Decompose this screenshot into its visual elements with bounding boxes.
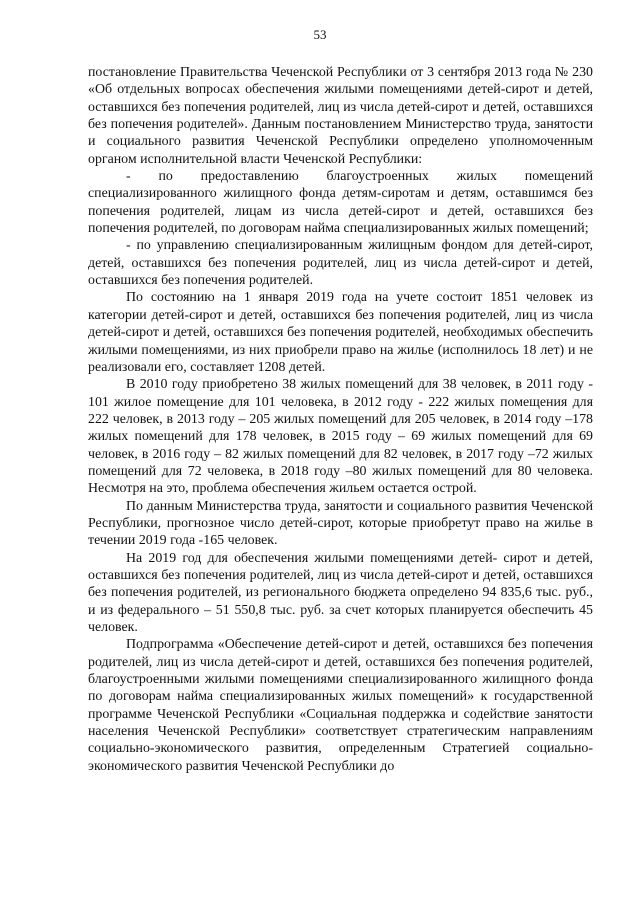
paragraph-decree-reference: постановление Правительства Чеченской Республики от 3 сентября 2013 года № 230 «Об отдельных вопросах обеспечения жилыми помещениями детей-сирот и детей, оставшихся без попечения родителей, лиц из числа детей-сирот и детей, оставшихся без попечения родителей». Данным постановлением Министерство труда, занятости и социального развития Чеченской Республики определено уполномоченным органом исполнительной власти Чеченской Республики:	[88, 65, 593, 167]
paragraph-budget-2019: На 2019 год для обеспечения жилыми помещениями детей- сирот и детей, оставшихся без попечения родителей, лиц из числа детей-сирот и детей, оставшихся без попечения родителей, из регионального бюджета определено 94 835,6 тыс. руб., и из федерального – 51 550,8 тыс. руб. за счет которых планируется обеспечить 45 человек.	[88, 550, 593, 635]
paragraph-registry-status: По состоянию на 1 января 2019 года на учете состоит 1851 человек из категории детей-сирот и детей, оставшихся без попечения родителей, лиц из числа детей-сирот и детей, оставшихся без попечения родителей, необходимых обеспечить жилыми помещениями, из них приобрели право на жилье (исполнилось 18 лет) и не реализовали его, составляет 1208 детей.	[88, 290, 593, 375]
paragraph-bullet-provision: - по предоставлению благоустроенных жилых помещений специализированного жилищного фонда детям-сиротам и детям, оставшимся без попечения родителей, лицам из числа детей-сирот и детей, оставшихся без попечения родителей, по договорам найма специализированных жилых помещений;	[88, 169, 593, 237]
document-body	[88, 64, 593, 775]
page-number: 53	[313, 27, 327, 42]
paragraph-subprogram: Подпрограмма «Обеспечение детей-сирот и детей, оставшихся без попечения родителей, лиц из числа детей-сирот и детей, оставшихся без попечения родителей, благоустроенными жилыми помещениями специализированного жилищного фонда по договорам найма специализированных жилых помещений» к государственной программе Чеченской Республики «Социальная поддержка и содействие занятости населения Чеченской Республики» соответствует стратегическим направлениям социально-экономического развития, определенным Стратегией социально-экономического развития Чеченской Республики до	[88, 637, 593, 774]
paragraph-yearly-acquisitions: В 2010 году приобретено 38 жилых помещений для 38 человек, в 2011 году - 101 жилое помещение для 101 человека, в 2012 году - 222 жилых помещения для 222 человек, в 2013 году – 205 жилых помещений для 205 человек, в 2014 году –178 жилых помещений для 178 человек, в 2015 году – 69 жилых помещений для 69 человек, в 2016 году – 82 жилых помещений для 82 человек, в 2017 году –72 жилых помещений для 72 человека, в 2018 году –80 жилых помещений для 80 человека. Несмотря на это, проблема обеспечения жильем остается острой.	[88, 377, 593, 497]
paragraph-bullet-management: - по управлению специализированным жилищным фондом для детей-сирот, детей, оставшихся без попечения родителей, лиц из числа детей-сирот и детей, оставшихся без попечения родителей.	[88, 238, 593, 289]
paragraph-forecast: По данным Министерства труда, занятости и социального развития Чеченской Республики, прогнозное число детей-сирот, которые приобретут право на жилье в течении 2019 года -165 человек.	[88, 498, 593, 549]
